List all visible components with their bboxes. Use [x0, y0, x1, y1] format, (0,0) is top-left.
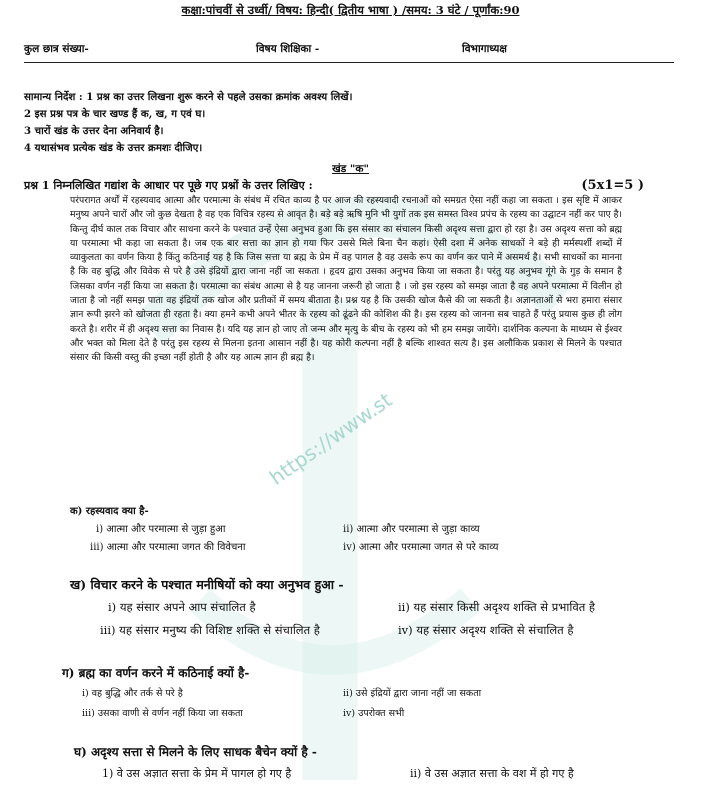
option-gha-2: ii) वे उस अज्ञात सत्ता के वश में हो गए है: [410, 767, 574, 780]
instruction-2: 2 इस प्रश्न पत्र के चार खण्ड हैं क, ख, ग एवं घ।: [24, 108, 206, 120]
instruction-3: 3 चारों खंड के उत्तर देना अनिवार्य है।: [24, 125, 164, 137]
instruction-4: 4 यथासंभव प्रत्येक खंड के उत्तर क्रमशः दीजिए।: [24, 142, 203, 154]
option-ka-3: iii) आत्मा और परमात्मा जगत की विवेचना: [90, 542, 246, 553]
option-ka-2: ii) आत्मा और परमात्मा से जुड़ा काव्य: [343, 524, 480, 535]
question-ka: क) रहस्यवाद क्या है-: [70, 506, 149, 517]
option-ga-4: iv) उपरोक्त सभी: [343, 708, 405, 719]
paper-header: कक्षा:पांचवीं से उर्ध्वी/ विषय: हिन्दी( द्वितीय भाषा ) /समय: 3 घंटे / पूर्णांक:90: [181, 3, 520, 17]
watermark-text: https://www.st: [265, 387, 397, 490]
section-heading: खंड "क": [332, 163, 369, 175]
option-kha-2: ii) यह संसार किसी अदृश्य शक्ति से प्रभावित है: [398, 600, 596, 614]
option-ga-3: iii) उसका वाणी से वर्णन नहीं किया जा सकता: [82, 708, 243, 719]
divider-line: [24, 62, 674, 63]
option-kha-4: iv) यह संसार अदृश्य शक्ति से संचालित है: [398, 623, 574, 637]
subject-teacher-label: विषय शिक्षिका -: [256, 43, 320, 55]
option-ga-2: ii) उसे इंद्रियों द्वारा जाना नहीं जा सकता: [343, 688, 482, 699]
option-kha-1: i) यह संसार अपने आप संचालित है: [108, 600, 256, 614]
passage: परंपरागत अर्थों में रहस्यवाद आत्मा और परमात्मा के संबंध में रचित काव्य है पर आज की रहस्यवादी रचनाओं को समग्रत ऐसा नहीं कहा जा सकता । इस सृष्टि में आकर मनुष्य अपने चारों और जो कुछ देखता है वह एक विचित्र रहस्य से आवृत है। बड़े बड़े ऋषि मुनि भी युगों तक इस समस्त विश्व प्रपंच के रहस्य का उद्घाटन नहीं कर पाए है। किन्तु दीर्घ काल तक विचार और साधना करने के पश्चात उन्हें ऐसा अनुभव हुआ कि इस संसार का संचालन किसी अदृश्य सत्ता द्वारा हो रहा है। उस अदृश्य सत्ता को ब्रह्म या परमात्मा भी कहा जा सकता है। जब एक बार सत्ता का ज्ञान हो गया फिर उससे मिले बिना चैन कहां। ऐसी दशा में अनेक साधकों ने बड़े ही मर्मस्पर्शी शब्दों में व्याकुलता का वर्णन किया है किंतु कठिनाई यह है कि जिस सत्ता या ब्रह्म के प्रेम में वह पागल है वह उसके रूप का वर्णन कर पाने में असमर्थ है। सभी साधकों का मानना है कि वह बुद्धि और विवेक से परे है उसे इंद्रियों द्वारा जाना नहीं जा सकता । हृदय द्वारा उसका अनुभव किया जा सकता है। परंतु यह अनुभव गूंगे के गुड़ के समान है जिसका वर्णन नहीं किया जा सकता है। परमात्मा का संबंध आत्मा से है यह जानना जरूरी हो जाता है । जो इस रहस्य को समझ जाता है वह अपने परमात्मा में विलीन हो जाता है जो नहीं समझ पाता वह इंद्रियों तक खोज और प्रतीकों में समय बीताता है। प्रश्न यह है कि उसकी खोज कैसे की जा सकती है। अज्ञानताओं से भरा हमारा संसार ज्ञान रूपी झरने को खोजता ही रहता है। क्या हमने कभी अपने भीतर के रहस्य को ढूंढने की कोशिश की है। इस रहस्य को जानना सब चाहते हैं परंतु प्रयास कुछ ही लोग करते है। शरीर में ही अदृश्य सत्ता का निवास है। यदि यह ज्ञान हो जाए तो जन्म और मृत्यु के बीच के रहस्य को भी हम समझ जायेंगे। दार्शनिक कल्पना के माध्यम से ईश्वर और भक्त को मिला देते है परंतु इस रहस्य से मिलना इतना आसान नहीं है। यह कोरी कल्पना नहीं है बल्कि शाश्वत सत्य है। इस अलौकिक प्रकाश से मिलने के पश्चात संसार की किसी वस्तु की इच्छा नहीं होती है और यह आत्म ज्ञान ही ब्रह्म है।: [70, 195, 622, 364]
question-ga: ग) ब्रह्म का वर्णन करने में कठिनाई क्यों है-: [62, 666, 250, 680]
question-1-text: प्रश्न 1 निम्नलिखित गद्यांश के आधार पर पूछे गए प्रश्नों के उत्तर लिखिए :: [24, 179, 313, 192]
hod-label: विभागाध्यक्ष: [462, 43, 507, 55]
question-kha: ख) विचार करने के पश्चात मनीषियों को क्या अनुभव हुआ -: [70, 577, 344, 592]
option-ka-1: i) आत्मा और परमात्मा से जुड़ा हुआ: [96, 524, 226, 535]
student-count-label: कुल छात्र संख्या-: [24, 43, 89, 55]
question-gha: घ) अदृश्य सत्ता से मिलने के लिए साधक बैचेन क्यों है -: [74, 745, 317, 759]
option-kha-3: iii) यह संसार मनुष्य की विशिष्ट शक्ति से संचालित है: [100, 623, 320, 637]
option-ga-1: i) वह बुद्धि और तर्क से परे है: [82, 688, 183, 699]
option-ka-4: iv) आत्मा और परमात्मा जगत से परे काव्य: [343, 542, 499, 553]
instruction-1: सामान्य निर्देश : 1 प्रश्न का उत्तर लिखना शुरू करने से पहले उसका क्रमांक अवश्य लिखें।: [24, 91, 353, 103]
question-1-marks: (5x1=5 ): [581, 178, 644, 193]
option-gha-1: 1) वे उस अज्ञात सत्ता के प्रेम में पागल हो गए है: [102, 767, 292, 780]
question-1-heading: [24, 178, 644, 193]
